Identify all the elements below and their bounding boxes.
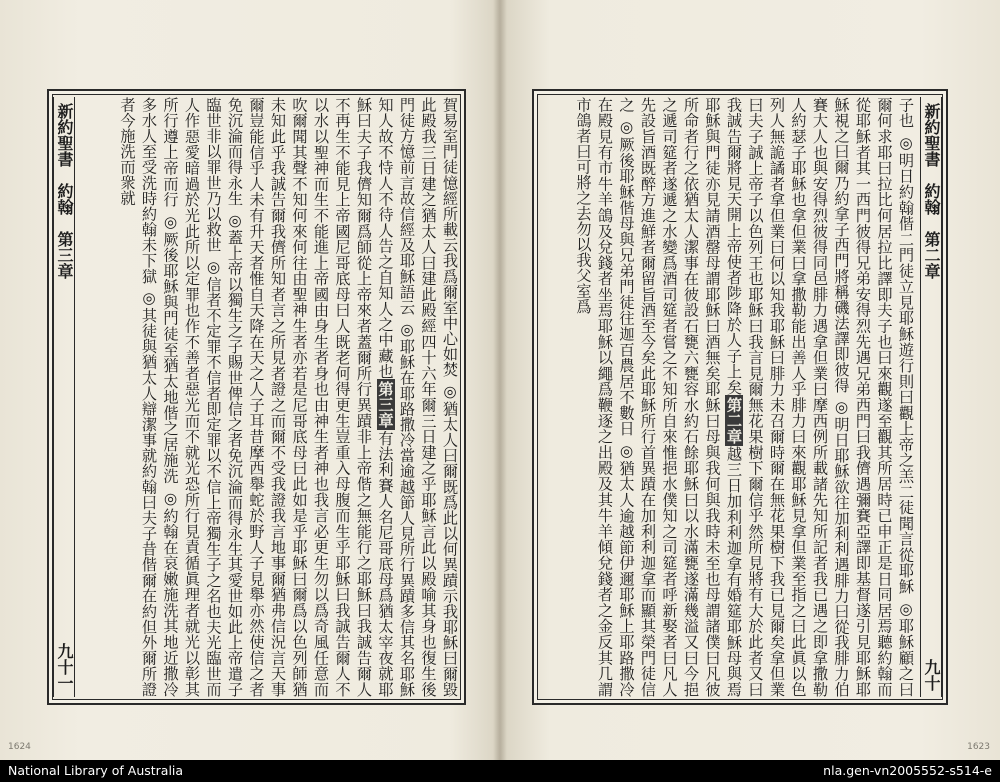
right-page-body-continued: 越三日加利利迦拿有婚筵耶穌母與焉耶穌與門徒亦見請酒罄母謂耶穌曰酒無矣耶穌曰母與我何與我時未至也母謂諸僕曰凡彼所命者行之依猶太人潔事在彼設石甕六甕容水約石餘耶穌曰以水滿甕遂滿幾溢又曰今挹之遞司筵者遂遞之水變爲酒司筵者嘗之不知所自來惟挹水僕知之司筵者呼新娶者曰凡人先設旨酒既醉方進鮮者爾留旨酒至今矣此耶穌所行首異蹟在加利利迦拿而顯其榮門徒信之 ◎厥後耶穌偕母與兄弟門徒往迦百農居不數日 ◎猶太人逾越節伊邇耶穌上耶路撒冷在殿見有市牛羊鴿及兌錢者坐焉耶穌以繩爲鞭逐之出殿及其牛羊傾兌錢者之金反其几謂市鴿者曰可將之去勿以我父室爲 [574,97,743,697]
left-margin-column [53,97,75,697]
right-page-number: 九十 [922,659,941,691]
right-page-body: 子也 ◎明日約翰偕二門徒立見耶穌遊行則曰觀上帝之羔二徒聞言從耶穌 ◎耶穌顧之曰爾何求耶曰拉比何居拉比譯即夫子也曰來觀遂至觀其所居時已申正是日同居焉聽約翰而從耶穌者其一西門彼得兄弟安得烈先遇兄弟西門曰我儕遇彌賽亞譯即基督遂引見耶穌耶穌視之曰爾乃約拿子西門將稱磯法譯即彼得 ◎明日耶穌欲往加利利遇腓力曰從我腓力伯賽大人也與安得烈彼得同邑腓力遇拿但業曰摩西例所載諸先知所記者我已遇之即拿撒勒人約瑟子耶穌也拿但業曰拿撒勒能出善人乎腓力曰來觀耶穌見拿但業至指之曰此眞以色列人無詭譎者拿但業曰何以知我耶穌曰腓力未召爾時爾在無花果樹下我已見爾矣拿但業曰夫子誠上帝子以色列王也耶穌曰我言見爾無花果樹下爾信乎然所見將有大於此者又曰我誠告爾將見天開上帝使者陟降於人子上矣 [725,97,915,697]
left-page-body: 賀易室門徒憶經所載云我爲爾室中心如焚 ◎猶太人曰爾既爲此以何異蹟示我耶穌曰爾毀此殿我三日建之猶太人曰建此殿經四十六年爾三日建之乎耶穌言此以殿喻其身也復生後門徒方憶前言故信經及耶穌語云 ◎耶穌在耶路撒冷當逾越節人見所行異蹟多信其名耶穌知人故不恃人不待人告之自知人之中藏也 [376,97,459,697]
right-page-text [538,97,916,697]
left-page-text [79,97,460,697]
right-running-title: 新約聖書 約翰 第二章 [922,103,941,279]
credit-bar [0,760,1000,782]
left-page-number: 九十一 [55,643,74,691]
library-credit: National Library of Australia [8,763,184,778]
right-chapter-label: 第二章 [725,397,743,445]
left-page-body-continued: 有法利賽人名尼哥底母爲猶太宰夜就耶穌曰夫子我儕知爾爲師從上帝來者蓋爾所行異蹟非上帝偕之無能行之耶穌曰我誠告爾人不再生不能見上帝國尼哥底母曰人既老何得更生豈重入母腹而生乎耶穌曰我誠告爾人不以水以聖神而生不能進上帝國由身生者身也由神生者神也我言必更生勿以爲奇風任意而吹爾聞其聲不知何來何往由聖神生者亦若是尼哥底母曰此如是乎耶穌曰爾爲以色列師猶未知此乎我誠告爾我儕所知者言之所見者證之而爾不受我證我言地事爾猶弗信況言天事爾豈能信乎人未有升天者惟自天降在天之人子耳昔摩西舉蛇於野人子見舉亦然使信之者免沉淪而得永生 ◎蓋上帝以獨生之子賜世俾信之者免沉淪而得永生其愛世如此上帝遣子臨世非以罪世乃以救世 ◎信者不定罪不信者即定罪以不信上帝獨生子之名也夫光臨世而人作惡愛暗過於光此所以定罪也作不善者惡光而不就光恐所行見責循眞理者就光以彰其所行遵上帝而行 ◎厥後耶穌與門徒至猶太地偕之居施洗 ◎約翰在哀嫩施洗其地近撒冷多水人至受洗時約翰未下獄 ◎其徒與猶太人辯潔事就約翰曰夫子昔偕爾在約但外爾所證者今施洗而衆就 [118,97,395,697]
right-page-frame [532,89,948,705]
item-identifier: nla.gen-vn2005552-s514-e [823,763,992,778]
left-page-frame [47,89,466,705]
right-folio: 1623 [967,742,990,752]
left-folio: 1624 [8,742,31,752]
left-running-title: 新約聖書 約翰 第三章 [55,103,74,279]
left-page [0,0,498,760]
right-page [502,0,1000,760]
right-margin-column [920,97,942,697]
left-chapter-label: 第三章 [376,381,395,429]
